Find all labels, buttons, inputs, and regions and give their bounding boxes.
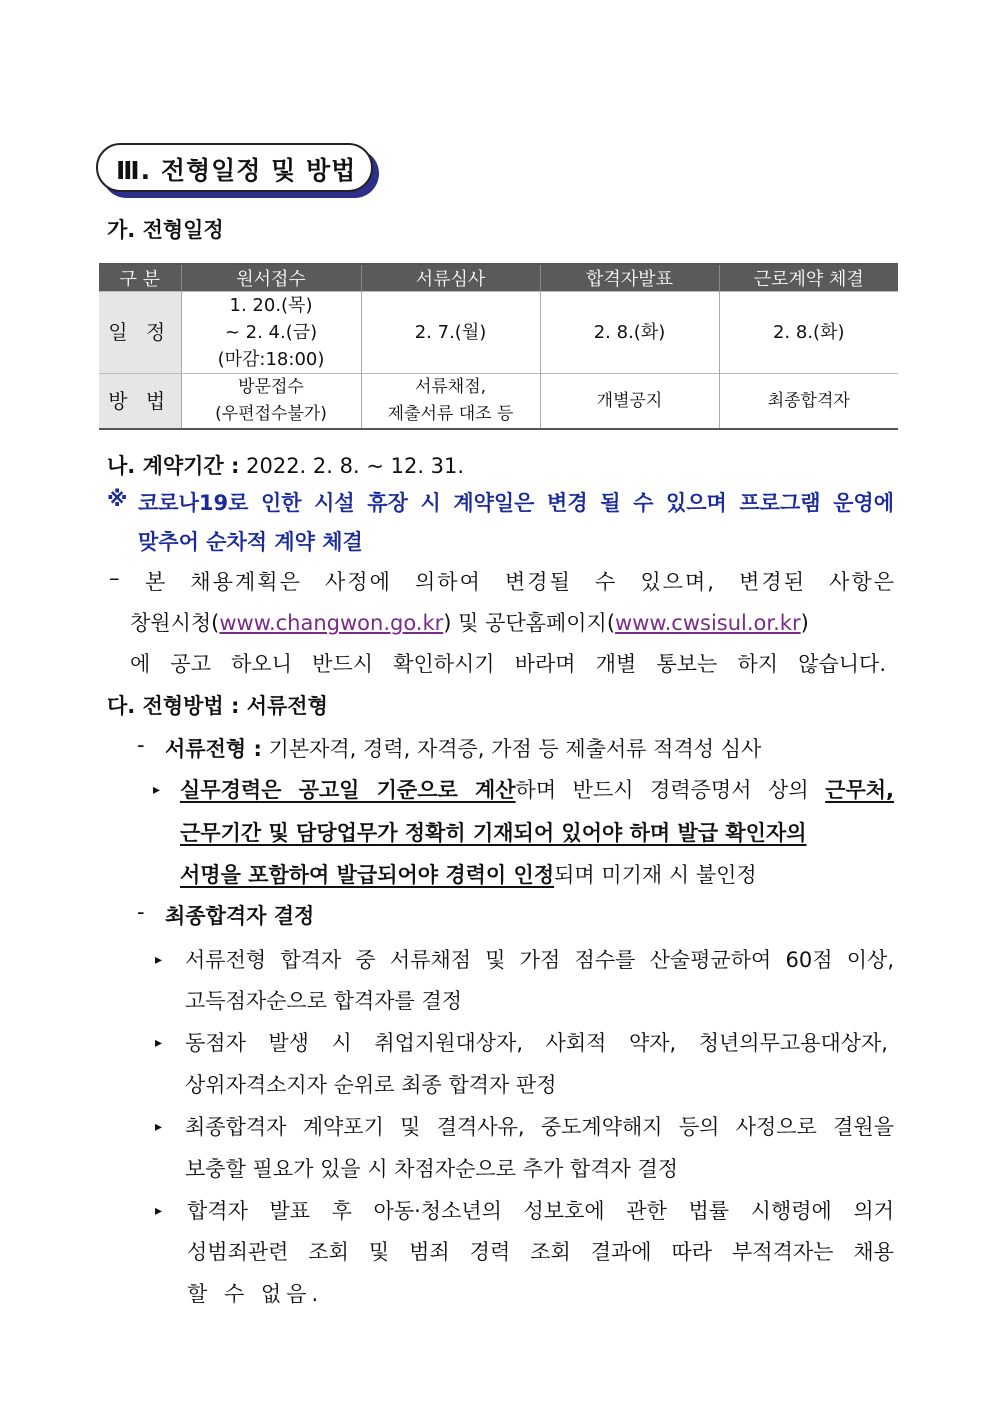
doc-bullet-emphasis: 실무경력은 공고일 기준으로 계산 — [180, 778, 516, 802]
table-row-schedule — [99, 292, 898, 374]
cell-line: 제출서류 대조 등 — [387, 404, 514, 424]
final-bullet-2-line-2: 상위자격소지자 순위로 최종 합격자 판정 — [185, 1073, 557, 1097]
contract-period-label: 나. 계약기간 : — [107, 454, 240, 478]
final-bullet-1-line-1: 서류전형 합격자 중 서류채점 및 가점 점수를 산술평균하여 60점 이상, — [185, 948, 894, 972]
cell-line: 방문접수 — [238, 377, 304, 397]
cell-contract-method: 최종합격자 — [719, 374, 898, 430]
subheading-schedule: 가. 전형일정 — [107, 218, 224, 242]
contract-period-value: 2022. 2. 8. ~ 12. 31. — [239, 454, 465, 478]
doc-bullet-text: 하며 반드시 경력증명서 상의 — [515, 778, 826, 802]
bullet-icon: ▸ — [155, 1203, 163, 1219]
cell-line: (마감:18:00) — [217, 349, 325, 370]
final-bullet-4-line-3: 할 수 없음. — [187, 1282, 324, 1306]
header-document-review: 서류심사 — [361, 264, 540, 292]
contract-period — [107, 450, 464, 480]
cell-review-method — [361, 374, 540, 430]
notice-line-1: 코로나19로 인한 시설 휴장 시 계약일은 변경 될 수 있으며 프로그램 운영에 — [138, 491, 894, 515]
section-title: Ⅲ. 전형일정 및 방법 — [116, 156, 357, 185]
plan-note-line-1: 본 채용계획은 사정에 의하여 변경될 수 있으며, 변경된 사항은 — [145, 570, 896, 594]
doc-screen-dash: - — [137, 733, 145, 757]
doc-bullet-line-3 — [180, 859, 757, 889]
notice-mark: ※ — [107, 487, 128, 511]
changwon-link[interactable]: www.changwon.go.kr — [219, 611, 444, 635]
bullet-icon: ▸ — [153, 782, 161, 798]
notice-line-2: 맞추어 순차적 계약 체결 — [138, 530, 363, 554]
final-bullet-1-line-2: 고득점자순으로 합격자를 결정 — [185, 989, 463, 1013]
table-row-method — [99, 374, 898, 430]
bullet-icon: ▸ — [155, 1035, 163, 1051]
header-contract: 근로계약 체결 — [719, 264, 898, 292]
bullet-icon: ▸ — [155, 952, 163, 968]
plan-note-dash: – — [109, 566, 120, 590]
plan-note-text: ) — [800, 611, 809, 635]
cell-line: (우편접수불가) — [215, 404, 327, 424]
cell-contract-date: 2. 8.(화) — [719, 292, 898, 374]
bullet-icon: ▸ — [155, 1119, 163, 1135]
doc-bullet-emphasis: 근무처, — [825, 778, 894, 802]
final-bullet-3-line-1: 최종합격자 계약포기 및 결격사유, 중도계약해지 등의 사정으로 결원을 — [185, 1115, 894, 1139]
final-label: 최종합격자 결정 — [165, 904, 315, 928]
row-label-schedule: 일 정 — [99, 292, 181, 374]
cell-application-date — [181, 292, 361, 374]
section-title-box — [96, 143, 373, 192]
doc-screen-label: 서류전형 : — [165, 737, 262, 761]
schedule-table — [99, 263, 898, 430]
doc-bullet-line-2: 근무기간 및 담당업무가 정확히 기재되어 있어야 하며 발급 확인자의 — [180, 821, 807, 845]
cell-announcement-method: 개별공지 — [540, 374, 719, 430]
table-header-row — [99, 264, 898, 292]
header-application: 원서접수 — [181, 264, 361, 292]
doc-screen-line — [165, 733, 761, 763]
doc-bullet-text: 되며 미기재 시 불인정 — [554, 863, 757, 887]
doc-bullet-line-1 — [180, 774, 894, 804]
final-dash: - — [137, 900, 145, 924]
header-announcement: 합격자발표 — [540, 264, 719, 292]
cell-line: 서류채점, — [414, 377, 487, 397]
cell-line: 1. 20.(목) — [229, 295, 313, 316]
final-bullet-4-line-1: 합격자 발표 후 아동·청소년의 성보호에 관한 법률 시행령에 의거 — [187, 1199, 894, 1223]
header-category: 구 분 — [99, 264, 181, 292]
cell-review-date: 2. 7.(월) — [361, 292, 540, 374]
doc-screen-text: 기본자격, 경력, 자격증, 가점 등 제출서류 적격성 심사 — [261, 737, 762, 761]
plan-note-text: ) 및 공단홈페이지( — [443, 611, 616, 635]
plan-note-line-3: 에 공고 하오니 반드시 확인하시기 바라며 개별 통보는 하지 않습니다. — [130, 652, 886, 676]
doc-bullet-emphasis: 서명을 포함하여 발급되어야 경력이 인정 — [180, 863, 555, 887]
cell-line: ~ 2. 4.(금) — [224, 322, 318, 343]
final-bullet-2-line-1: 동점자 발생 시 취업지원대상자, 사회적 약자, 청년의무고용대상자, — [185, 1031, 888, 1055]
plan-note-text: 창원시청( — [130, 611, 220, 635]
subheading-method: 다. 전형방법 : 서류전형 — [107, 694, 328, 718]
cell-application-method — [181, 374, 361, 430]
cwsisul-link[interactable]: www.cwsisul.or.kr — [615, 611, 801, 635]
plan-note-line-2 — [130, 607, 896, 637]
final-bullet-4-line-2: 성범죄관련 조회 및 범죄 경력 조회 결과에 따라 부적격자는 채용 — [187, 1240, 894, 1264]
final-bullet-3-line-2: 보충할 필요가 있을 시 차점자순으로 추가 합격자 결정 — [185, 1157, 679, 1181]
row-label-method: 방 법 — [99, 374, 181, 430]
cell-announcement-date: 2. 8.(화) — [540, 292, 719, 374]
